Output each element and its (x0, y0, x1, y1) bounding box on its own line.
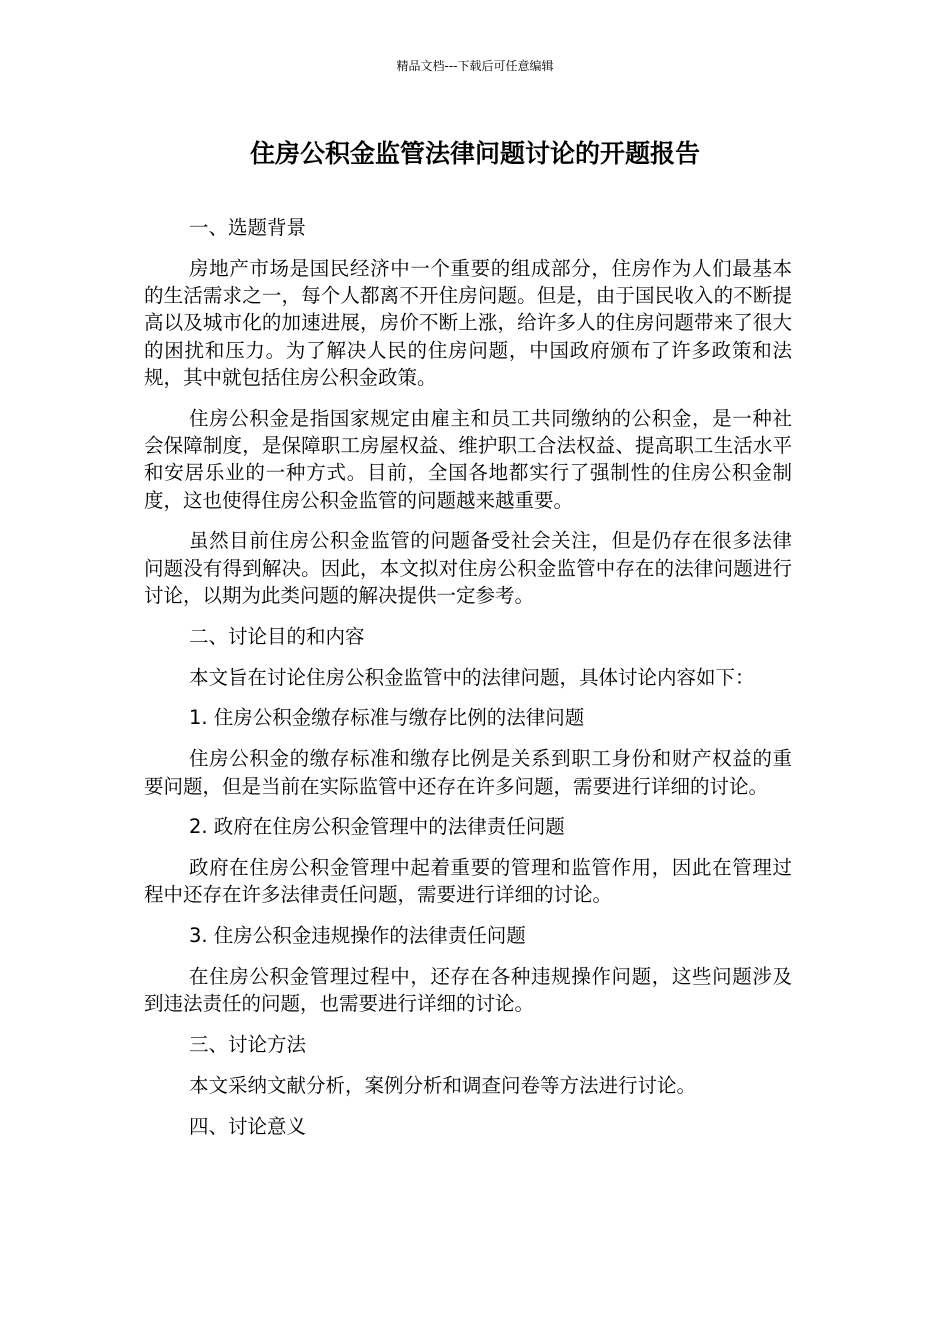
subsection-heading: 1. 住房公积金缴存标准与缴存比例的法律问题 (189, 706, 585, 730)
paragraph: 在住房公积金管理过程中，还存在各种违规操作问题，这些问题涉及到违法责任的问题，也需要进行详细的讨论。 (144, 965, 792, 1016)
document-title: 住房公积金监管法律问题讨论的开题报告 (249, 139, 700, 168)
header-note: 精品文档---下载后可任意编辑 (396, 59, 554, 73)
paragraph: 虽然目前住房公积金监管的问题备受社会关注，但是仍存在很多法律问题没有得到解决。因此，本文拟对住房公积金监管中存在的法律问题进行讨论，以期为此类问题的解决提供一定参考。 (144, 529, 792, 608)
document-body (144, 214, 792, 1154)
paragraph: 本文旨在讨论住房公积金监管中的法律问题，具体讨论内容如下： (189, 665, 755, 689)
section-heading-method: 三、讨论方法 (189, 1033, 307, 1057)
subsection-heading: 3. 住房公积金违规操作的法律责任问题 (189, 924, 526, 948)
paragraph: 本文采纳文献分析，案例分析和调查问卷等方法进行讨论。 (189, 1073, 697, 1097)
paragraph: 住房公积金是指国家规定由雇主和员工共同缴纳的公积金，是一种社会保障制度，是保障职工房屋权益、维护职工合法权益、提高职工生活水平和安居乐业的一种方式。目前，全国各地都实行了强制性的住房公积金制度，这也使得住房公积金监管的问题越来越重要。 (144, 406, 792, 512)
paragraph: 房地产市场是国民经济中一个重要的组成部分，住房作为人们最基本的生活需求之一，每个人都离不开住房问题。但是，由于国民收入的不断提高以及城市化的加速进展，房价不断上涨，给许多人的住房问题带来了很大的困扰和压力。为了解决人民的住房问题，中国政府颁布了许多政策和法规，其中就包括住房公积金政策。 (144, 256, 792, 389)
section-heading-purpose: 二、讨论目的和内容 (189, 624, 365, 648)
section-heading-significance: 四、讨论意义 (189, 1114, 307, 1138)
paragraph: 政府在住房公积金管理中起着重要的管理和监管作用，因此在管理过程中还存在许多法律责任问题，需要进行详细的讨论。 (144, 856, 792, 907)
paragraph: 住房公积金的缴存标准和缴存比例是关系到职工身份和财产权益的重要问题，但是当前在实际监管中还存在许多问题，需要进行详细的讨论。 (144, 747, 792, 798)
subsection-heading: 2. 政府在住房公积金管理中的法律责任问题 (189, 815, 565, 839)
section-heading-background: 一、选题背景 (189, 216, 307, 239)
